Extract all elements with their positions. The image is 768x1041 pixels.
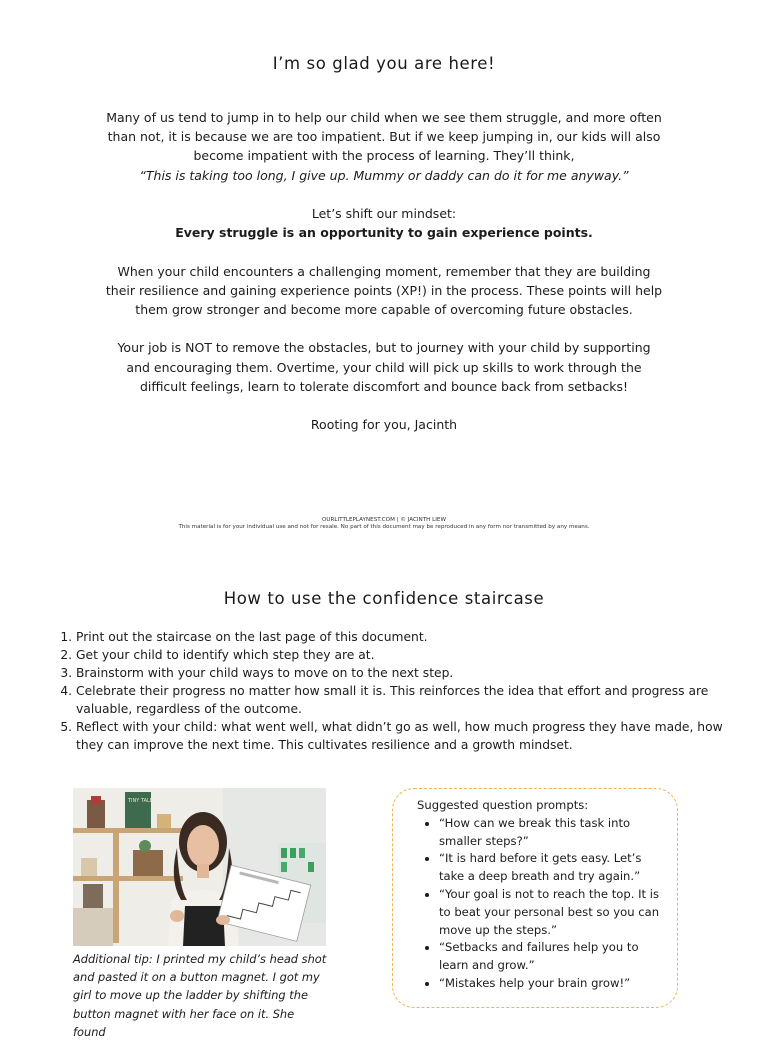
step-item: 5. Reflect with your child: what went well, what didn’t go as well, how much progress they have made, how they can improve the next time. This cultivates resilience and a growth mindset. [76, 718, 726, 754]
prompts-list [417, 815, 663, 993]
footer-site: OURLITTLEPLAYNEST.COM | © JACINTH LIEW [322, 517, 446, 523]
intro-paragraph: Many of us tend to jump in to help our child when we see them struggle, and more often than not, it is because we are too impatient. But if we keep jumping in, our kids will also become impatient with the process of learning. They’ll think, [106, 110, 662, 164]
prompt-item: • “It is hard before it gets easy. Let’s take a deep breath and try again.” [439, 850, 663, 886]
prompt-item: • “How can we break this task into smaller steps?” [439, 815, 663, 851]
photo-caption: Additional tip: I printed my child’s head shot and pasted it on a button magnet. I got my girl to move up the ladder by shifting the button magnet with her face on it. She found [73, 952, 327, 1039]
step-item: 2. Get your child to identify which step they are at. [76, 646, 726, 664]
xp-paragraph: When your child encounters a challenging moment, remember that they are building their resilience and gaining experience points (XP!) in the process. These points will help them grow stronger and become more capable of overcoming future obstacles. [105, 263, 663, 317]
page-title: I’m so glad you are here! [272, 54, 496, 73]
section-title: How to use the confidence staircase [223, 589, 545, 608]
intro-text [104, 108, 664, 434]
step-item: 4. Celebrate their progress no matter how small it is. This reinforces the idea that effort and progress are valuable, regardless of the outcome. [76, 682, 726, 718]
mindset-statement: Every struggle is an opportunity to gain experience points. [175, 225, 593, 241]
mindset-lead: Let’s shift our mindset: [311, 206, 457, 221]
intro-quote: “This is taking too long, I give up. Mummy or daddy can do it for me anyway.” [139, 167, 629, 183]
page-footer [0, 517, 768, 531]
footer-notice: This material is for your individual use and not for resale. No part of this document may be reproduced in any form nor transmitted by any means. [178, 524, 590, 530]
prompt-item: • “Mistakes help your brain grow!” [439, 975, 663, 993]
prompts-heading: Suggested question prompts: [417, 798, 589, 812]
job-paragraph: Your job is NOT to remove the obstacles, but to journey with your child by supporting and encouraging them. Overtime, your child will pick up skills to work through the difficult feelings, learn to tolerate discomfort and bounce back from setbacks! [117, 340, 651, 394]
prompts-box [392, 788, 678, 1008]
photo-sign: TINY TALE [128, 798, 153, 804]
steps-list [56, 628, 726, 754]
photo-child-with-staircase [73, 788, 326, 946]
step-item: 1. Print out the staircase on the last page of this document. [76, 628, 726, 646]
step-item: 3. Brainstorm with your child ways to move on to the next step. [76, 664, 726, 682]
prompt-item: • “Setbacks and failures help you to learn and grow.” [439, 939, 663, 975]
signoff: Rooting for you, Jacinth [310, 417, 458, 433]
photo-illustration [73, 788, 326, 946]
prompt-item: • “Your goal is not to reach the top. It is to beat your personal best so you can move up the steps.” [439, 886, 663, 939]
